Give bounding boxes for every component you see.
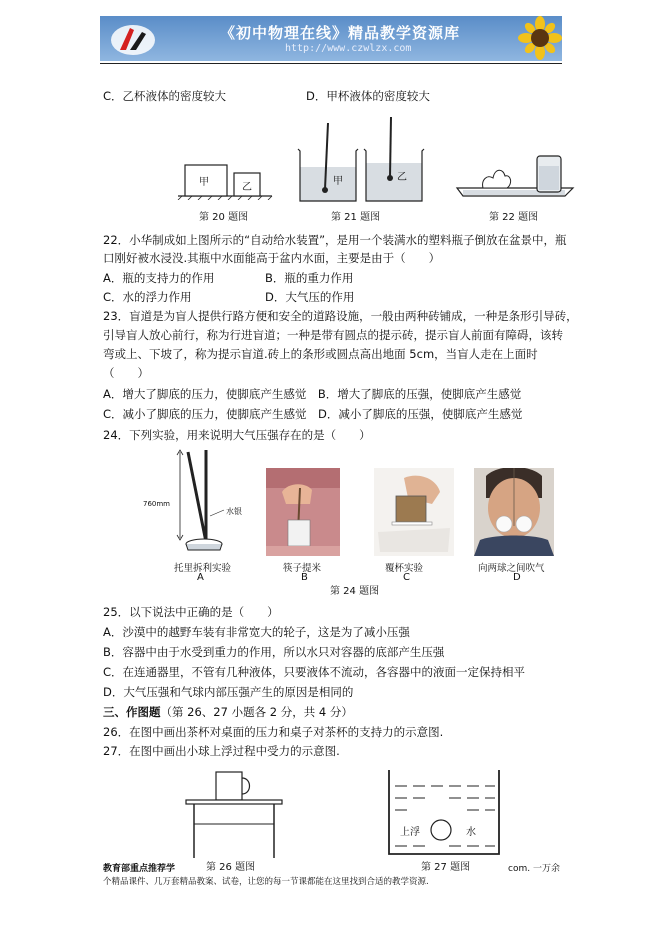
fig24-caption-c: 覆杯实验 — [385, 563, 424, 574]
fig24-caption-d: 向两球之间吹气 — [478, 563, 545, 574]
q20-option-d: D．甲杯液体的密度较大 — [306, 89, 430, 103]
q20-option-c: C．乙杯液体的密度较大 — [103, 89, 227, 103]
fig27-caption: 第 27 题图 — [421, 862, 471, 873]
q26-stem: 26．在图中画出茶杯对桌面的压力和桌子对茶杯的支持力的示意图. — [103, 725, 444, 739]
figure-24c-inverted-cup-photo — [374, 468, 454, 556]
header-rule — [100, 63, 562, 64]
q27-stem: 27．在图中画出小球上浮过程中受力的示意图. — [103, 744, 340, 758]
fig24-letter-b: B — [301, 572, 308, 583]
q25-option-a: A．沙漠中的越野车装有非常宽大的轮子，这是为了减小压强 — [103, 625, 410, 639]
section3-note: （第 26、27 小题各 2 分，共 4 分） — [160, 705, 353, 719]
fig20-label-jia: 甲 — [199, 177, 209, 188]
q23-line4: （ ） — [103, 366, 149, 380]
fig27-label-water: 水 — [466, 827, 476, 838]
section3-heading — [103, 704, 353, 720]
q22-line1: 22．小华制成如上图所示的“自动给水装置”，是用一个装满水的塑料瓶子倒放在盆景中，瓶 — [103, 233, 567, 247]
q25-option-c: C．在连通器里，不管有几种液体，只要液体不流动，各容器中的液面一定保持相平 — [103, 665, 526, 679]
fig24-letter-d: D — [513, 572, 521, 583]
logo-icon — [108, 20, 158, 58]
fig24-letter-c: C — [403, 572, 410, 583]
figure-21-beakers — [296, 115, 426, 205]
q22-option-a: A．瓶的支持力的作用 — [103, 271, 215, 285]
fig24-caption-a: 托里拆利实验 — [174, 563, 232, 574]
fig20-label-yi: 乙 — [242, 182, 252, 193]
q23-options-ab: A．增大了脚底的压力，使脚底产生感觉 B．增大了脚底的压强，使脚底产生感觉 — [103, 387, 522, 401]
fig20-caption: 第 20 题图 — [199, 212, 249, 223]
q22-line2: 口刚好被水浸没.其瓶中水面能高于盆内水面，主要是由于（ ） — [103, 251, 441, 265]
figure-20-blocks — [176, 155, 274, 200]
footer-left: 教育部重点推荐学 — [103, 864, 176, 874]
footer-line2: 个精品课件、几万套精品教案、试卷，让您的每一节课都能在这里找到合适的教学资源. — [103, 877, 429, 887]
fig22-caption: 第 22 题图 — [489, 212, 539, 223]
q24-stem: 24．下列实验，用来说明大气压强存在的是（ ） — [103, 428, 371, 442]
figure-24d-blowing-photo — [474, 468, 554, 556]
fig24-letter-a: A — [197, 572, 204, 583]
fig26-caption: 第 26 题图 — [206, 862, 256, 873]
header-banner — [100, 16, 562, 61]
figure-27-ball-water — [385, 766, 503, 860]
fig24-caption-b: 筷子提米 — [283, 563, 322, 574]
figure-24a-torricelli — [166, 446, 248, 554]
q23-line2: 引导盲人放心前行，称为行进盲道；一种是带有圆点的提示砖，提示盲人前面有障碍，该转 — [103, 328, 563, 342]
fig21-label-yi: 乙 — [397, 172, 407, 183]
q23-line3: 弯或上、下坡了，称为提示盲道.砖上的条形或圆点高出地面 5cm，当盲人走在上面时 — [103, 347, 538, 361]
q22-option-c: C．水的浮力作用 — [103, 290, 192, 304]
fig24-caption: 第 24 题图 — [330, 586, 380, 597]
fig24-label-mercury: 水银 — [226, 507, 242, 516]
figure-24b-chopsticks-photo — [266, 468, 340, 556]
sunflower-icon — [518, 16, 562, 61]
figure-22-planter — [455, 150, 575, 202]
header-url[interactable]: http://www.czwlzx.com — [285, 43, 412, 54]
figure-26-table-cup — [180, 766, 288, 860]
q22-option-b: B．瓶的重力作用 — [265, 271, 354, 285]
fig21-label-jia: 甲 — [333, 176, 343, 187]
q25-stem: 25．以下说法中正确的是（ ） — [103, 605, 279, 619]
q25-option-b: B．容器中由于水受到重力的作用，所以水只对容器的底部产生压强 — [103, 645, 445, 659]
q25-option-d: D．大气压强和气球内部压强产生的原因是相同的 — [103, 685, 354, 699]
q23-line1: 23．盲道是为盲人提供行路方便和安全的道路设施，一般由两种砖铺成，一种是条形引导砖， — [103, 309, 578, 323]
fig27-label-up: 上浮 — [400, 827, 420, 838]
header-title: 《初中物理在线》精品教学资源库 — [220, 24, 461, 42]
section3-title: 三、作图题 — [103, 705, 161, 719]
q23-options-cd: C．减小了脚底的压力，使脚底产生感觉 D．减小了脚底的压强，使脚底产生感觉 — [103, 407, 523, 421]
fig24-label-760mm: 760mm — [143, 500, 170, 508]
fig21-caption: 第 21 题图 — [331, 212, 381, 223]
q22-option-d: D．大气压的作用 — [265, 290, 355, 304]
footer-right: com. 一万余 — [508, 864, 560, 874]
